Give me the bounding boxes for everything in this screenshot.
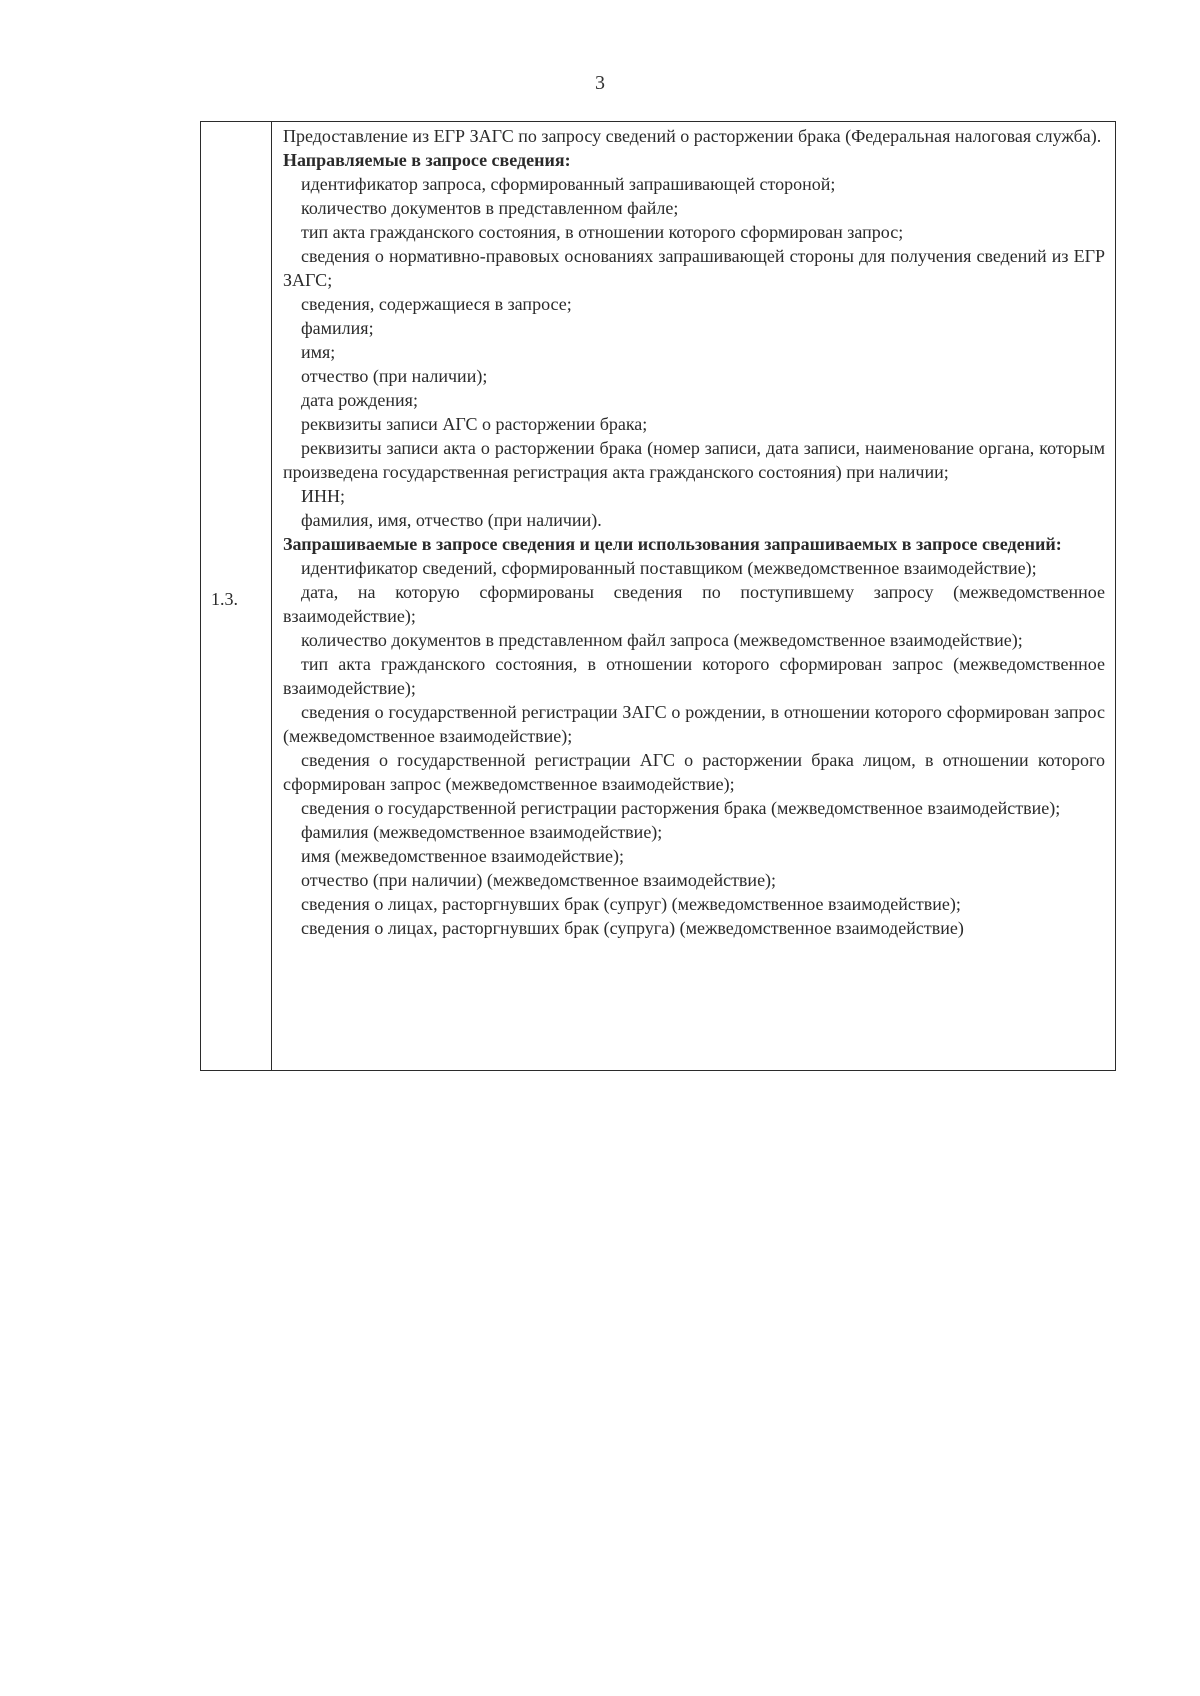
block2-heading: Запрашиваемые в запросе сведения и цели использования запрашиваемых в запросе сведений: <box>283 534 1062 554</box>
list-item: реквизиты записи АГС о расторжении брака; <box>301 414 648 434</box>
list-item: идентификатор запроса, сформированный запрашивающей стороной; <box>301 174 836 194</box>
list-item: отчество (при наличии) (межведомственное взаимодействие); <box>301 870 777 890</box>
list-item: фамилия; <box>301 318 374 338</box>
list-item: сведения о государственной регистрации ЗАГС о рождении, в отношении которого сформирован запрос (межведомственное взаимодействие); <box>283 702 1105 746</box>
list-item: сведения о лицах, расторгнувших брак (супруг) (межведомственное взаимодействие); <box>301 894 961 914</box>
list-item: сведения о государственной регистрации расторжения брака (межведомственное взаимодействие); <box>301 798 1061 818</box>
row-number: 1.3. <box>211 589 238 609</box>
list-item: тип акта гражданского состояния, в отношении которого сформирован запрос (межведомственное взаимодействие); <box>283 654 1105 698</box>
page-number: 3 <box>595 72 605 94</box>
list-item: дата, на которую сформированы сведения по поступившему запросу (межведомственное взаимодействие); <box>283 582 1105 626</box>
list-item: дата рождения; <box>301 390 418 410</box>
list-item: идентификатор сведений, сформированный поставщиком (межведомственное взаимодействие); <box>301 558 1037 578</box>
block1-intro: Предоставление из ЕГР ЗАГС по запросу сведений о расторжении брака (Федеральная налоговая служба). <box>283 126 1102 146</box>
list-item: количество документов в представленном файле; <box>301 198 679 218</box>
list-item: отчество (при наличии); <box>301 366 488 386</box>
list-item: ИНН; <box>301 486 345 506</box>
list-item: сведения о лицах, расторгнувших брак (супруга) (межведомственное взаимодействие) <box>301 918 964 938</box>
list-item: сведения о государственной регистрации АГС о расторжении брака лицом, в отношении которого сформирован запрос (межведомственное взаимодействие); <box>283 750 1105 794</box>
list-item: сведения, содержащиеся в запросе; <box>301 294 572 314</box>
list-item: фамилия (межведомственное взаимодействие); <box>301 822 663 842</box>
list-item: имя; <box>301 342 336 362</box>
content-cell <box>283 124 1105 940</box>
column-divider <box>271 122 272 1070</box>
list-item: количество документов в представленном файл запроса (межведомственное взаимодействие); <box>301 630 1023 650</box>
list-item: сведения о нормативно-правовых основаниях запрашивающей стороны для получения сведений из ЕГР ЗАГС; <box>283 246 1105 290</box>
block1-heading: Направляемые в запросе сведения: <box>283 150 571 170</box>
list-item: реквизиты записи акта о расторжении брака (номер записи, дата записи, наименование органа, которым произведена государственная регистрация акта гражданского состояния) при наличии; <box>283 438 1105 482</box>
list-item: тип акта гражданского состояния, в отношении которого сформирован запрос; <box>301 222 904 242</box>
list-item: имя (межведомственное взаимодействие); <box>301 846 625 866</box>
list-item: фамилия, имя, отчество (при наличии). <box>301 510 602 530</box>
document-table <box>200 121 1116 1071</box>
